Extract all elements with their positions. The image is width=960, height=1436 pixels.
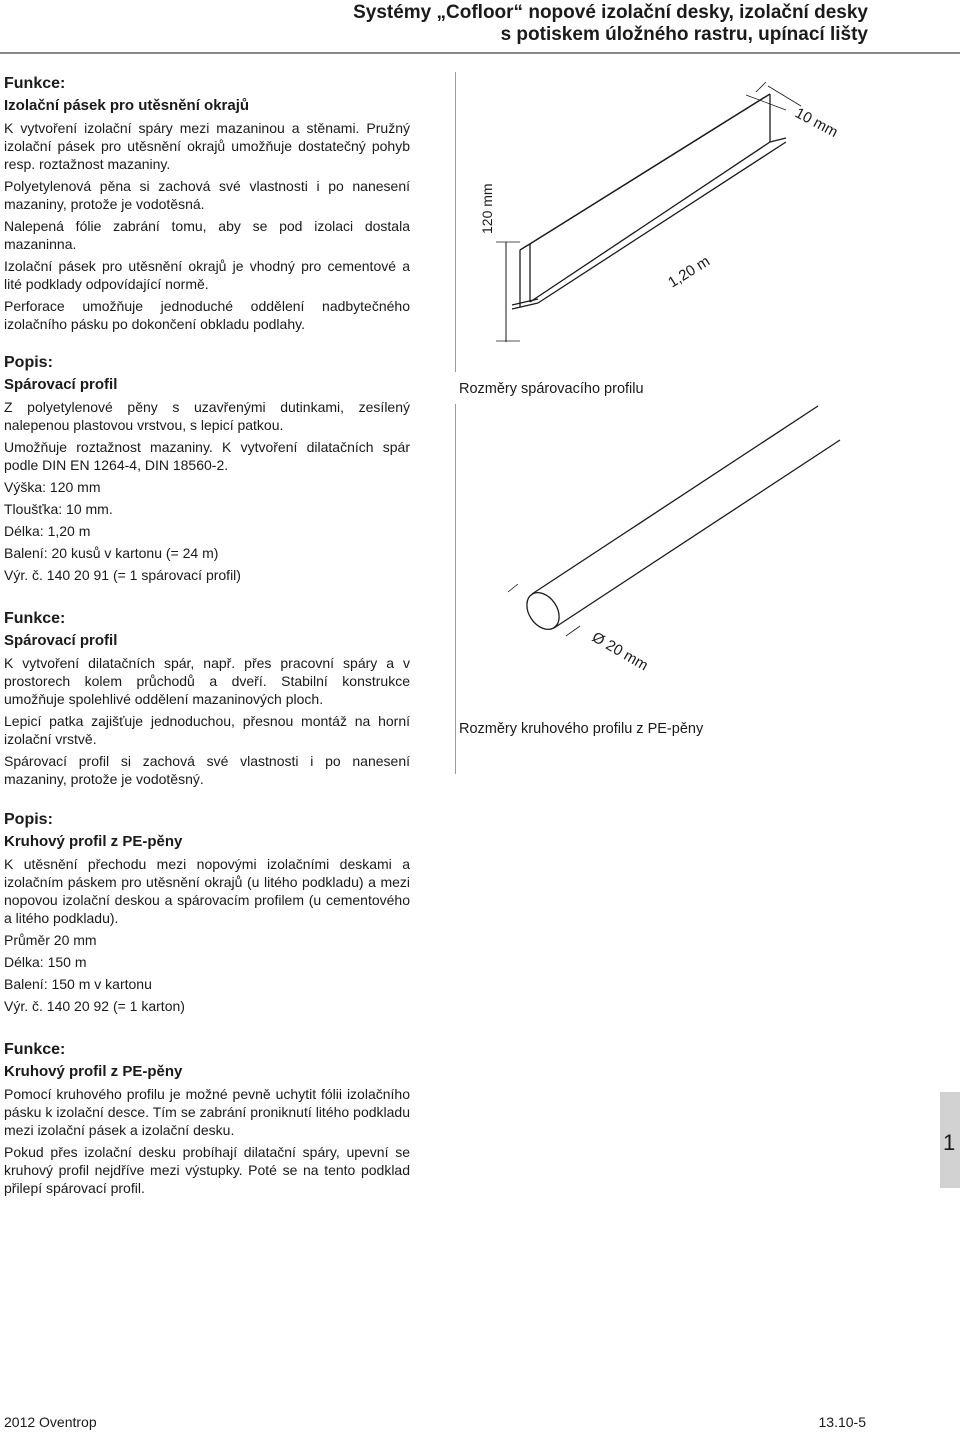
round-profile-drawing <box>456 404 960 774</box>
section-title: Spárovací profil <box>4 376 118 393</box>
paragraph: Umožňuje roztažnost mazaniny. K vytvoření dilatačních spár podle DIN EN 1264-4, DIN 18560-2. <box>4 439 410 473</box>
spec-line: Výr. č. 140 20 92 (= 1 karton) <box>4 998 185 1014</box>
dim-length-label: 1,20 m <box>665 252 714 292</box>
chapter-tab-number: 1 <box>943 1130 956 1155</box>
section-joint-profile-function <box>4 609 410 792</box>
section-label: Funkce: <box>4 1041 66 1058</box>
section-label: Funkce: <box>4 75 66 92</box>
spec-line: Délka: 150 m <box>4 954 87 970</box>
header-divider <box>0 52 960 54</box>
paragraph: K vytvoření dilatačních spár, např. přes pracovní spáry a v prostorech kolem průchodů a dveří. Stabilní konstrukce umožňuje spolehlivé oddělení mazaninových ploch. <box>4 655 410 707</box>
dim-thickness-label: 10 mm <box>792 104 841 142</box>
page-header <box>353 2 868 46</box>
spec-line: Balení: 20 kusů v kartonu (= 24 m) <box>4 545 219 561</box>
footer-page-number: 13.10-5 <box>818 1414 866 1430</box>
section-round-profile-function <box>4 1040 410 1201</box>
paragraph: Pomocí kruhového profilu je možné pevně uchytit fólii izolačního pásku k izolační desce. Tím se zabrání proniknutí litého podkladu mezi izolační pásek a izolační desku. <box>4 1086 410 1138</box>
paragraph: Izolační pásek pro utěsnění okrajů je vhodný pro cementové a lité podklady odpovídající normě. <box>4 258 410 292</box>
section-round-profile-description <box>4 810 410 1019</box>
paragraph: Spárovací profil si zachová své vlastnosti i po nanesení mazaniny, protože je vodotěsný. <box>4 753 410 787</box>
section-label: Funkce: <box>4 610 66 627</box>
footer-copyright: 2012 Oventrop <box>4 1414 97 1430</box>
dim-height-label: 120 mm <box>479 183 495 234</box>
paragraph: K utěsnění přechodu mezi nopovými izolačními deskami a izolačním páskem pro utěsnění okrajů (u litého podkladu) a mezi nopovou izolační deskou a spárovacím profilem (u cementového a litého podkladu). <box>4 856 410 926</box>
section-title: Spárovací profil <box>4 632 118 649</box>
section-title: Kruhový profil z PE-pěny <box>4 1063 183 1080</box>
figure-joint-profile-caption: Rozměry spárovacího profilu <box>459 381 644 397</box>
spec-line: Výška: 120 mm <box>4 479 101 495</box>
paragraph: K vytvoření izolační spáry mezi mazaninou a stěnami. Pružný izolační pásek pro utěsnění okrajů umožňuje dostatečný pohyb resp. roztažnost mazaniny. <box>4 120 410 172</box>
section-title: Kruhový profil z PE-pěny <box>4 833 183 850</box>
spec-line: Průměr 20 mm <box>4 932 97 948</box>
spec-line: Výr. č. 140 20 91 (= 1 spárovací profil) <box>4 567 241 583</box>
paragraph: Polyetylenová pěna si zachová své vlastnosti i po nanesení mazaniny, protože je vodotěsná. <box>4 178 410 212</box>
section-joint-profile-description <box>4 353 410 588</box>
section-label: Popis: <box>4 811 53 828</box>
section-title: Izolační pásek pro utěsnění okrajů <box>4 97 250 114</box>
dim-diameter-label: Ø 20 mm <box>589 628 651 675</box>
paragraph: Perforace umožňuje jednoduché oddělení nadbytečného izolačního pásku po dokončení obkladu podlahy. <box>4 298 410 332</box>
header-title-line2: s potiskem úložného rastru, upínací lišty <box>500 24 868 45</box>
section-edge-strip-function <box>4 74 410 337</box>
figure-round-profile-frame <box>455 404 960 774</box>
spec-line: Tloušťka: 10 mm. <box>4 501 113 517</box>
paragraph: Lepicí patka zajišťuje jednoduchou, přesnou montáž na horní izolační vrstvě. <box>4 713 410 747</box>
paragraph: Z polyetylenové pěny s uzavřenými dutinkami, zesílený nalepenou plastovou vrstvou, s lepicí patkou. <box>4 399 410 433</box>
header-title-line1: Systémy „Cofloor“ nopové izolační desky, izolační desky <box>353 2 868 23</box>
paragraph: Pokud přes izolační desku probíhají dilatační spáry, upevní se kruhový profil nejdříve mezi výstupky. Poté se na tento podklad přilepí spárovací profil. <box>4 1144 410 1196</box>
joint-profile-drawing <box>456 72 960 372</box>
paragraph: Nalepená fólie zabrání tomu, aby se pod izolaci dostala mazaninna. <box>4 218 410 252</box>
section-label: Popis: <box>4 354 53 371</box>
spec-line: Balení: 150 m v kartonu <box>4 976 152 992</box>
spec-line: Délka: 1,20 m <box>4 523 91 539</box>
figure-joint-profile-frame <box>455 72 960 372</box>
figure-round-profile-caption: Rozměry kruhového profilu z PE-pěny <box>459 721 704 737</box>
